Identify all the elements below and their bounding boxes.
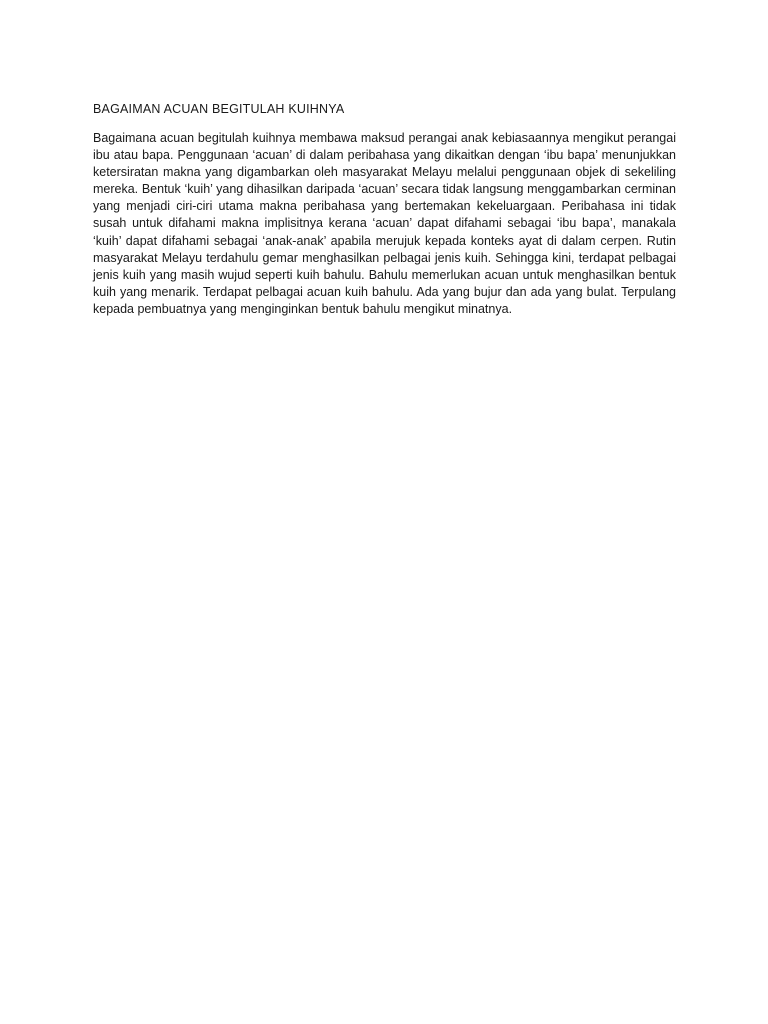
document-title: BAGAIMAN ACUAN BEGITULAH KUIHNYA (93, 102, 345, 116)
document-paragraph: Bagaimana acuan begitulah kuihnya membawa maksud perangai anak kebiasaannya mengikut perangai ibu atau bapa. Penggunaan ‘acuan’ di dalam peribahasa yang dikaitkan dengan ‘ibu bapa’ menunjukkan ketersiratan makna yang digambarkan oleh masyarakat Melayu melalui penggunaan objek di sekeliling mereka. Bentuk ‘kuih’ yang dihasilkan daripada ‘acuan’ secara tidak langsung menggambarkan cerminan yang menjadi ciri-ciri utama makna peribahasa yang bertemakan kekeluargaan. Peribahasa ini tidak susah untuk difahami makna implisitnya kerana ‘acuan’ dapat difahami sebagai ‘ibu bapa’, manakala ‘kuih’ dapat difahami sebagai ‘anak-anak’ apabila merujuk kepada konteks ayat di dalam cerpen. Rutin masyarakat Melayu terdahulu gemar menghasilkan pelbagai jenis kuih. Sehingga kini, terdapat pelbagai jenis kuih yang masih wujud seperti kuih bahulu. Bahulu memerlukan acuan untuk menghasilkan bentuk kuih yang menarik. Terdapat pelbagai acuan kuih bahulu. Ada yang bujur dan ada yang bulat. Terpulang kepada pembuatnya yang menginginkan bentuk bahulu mengikut minatnya. (93, 131, 676, 316)
